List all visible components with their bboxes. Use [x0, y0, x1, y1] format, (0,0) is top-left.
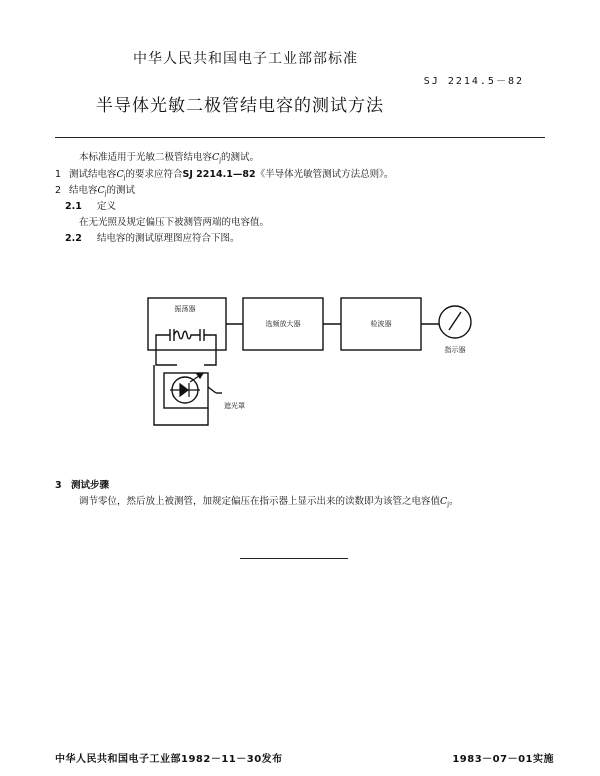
section-2-1-heading: 2.1 定义: [65, 201, 117, 212]
shield-label: 遮光罩: [224, 402, 245, 410]
section-2-heading: 2 结电容$C_j$的测试: [55, 185, 135, 197]
oscillator-label: 振荡器: [174, 305, 196, 313]
intro-paragraph: 本标准适用于光敏二极管结电容$C_j$的测试。: [79, 152, 259, 164]
section-2-2: 2.2 结电容的测试原理图应符合下图。: [65, 233, 240, 244]
test-circuit-diagram: [130, 285, 490, 435]
section-3-text: 调节零位，然后放上被测管，加规定偏压在指示器上显示出来的读数即为该管之电容值$C_j$。: [79, 496, 459, 508]
document-title: 半导体光敏二极管结电容的测试方法: [96, 96, 384, 116]
section-2-1-text: 在无光照及规定偏压下被测管两端的电容值。: [79, 217, 270, 228]
section-3-heading: 3 测试步骤: [55, 480, 110, 491]
indicator-label: 指示器: [444, 346, 466, 354]
standard-code: SJ 2214.5－82: [423, 76, 524, 87]
section-1: 1 测试结电容$C_j$的要求应符合SJ 2214.1—82《半导体光敏管测试方法总则》。: [55, 169, 394, 181]
issue-date: 中华人民共和国电子工业部1982－11－30发布: [55, 754, 283, 765]
amplifier-label: 选频放大器: [265, 320, 301, 328]
header-divider: [55, 137, 545, 138]
effective-date: 1983－07－01实施: [452, 754, 554, 765]
issuing-organization: 中华人民共和国电子工业部部标准: [133, 51, 358, 67]
detector-label: 检波器: [370, 320, 392, 328]
end-divider: [240, 558, 348, 559]
